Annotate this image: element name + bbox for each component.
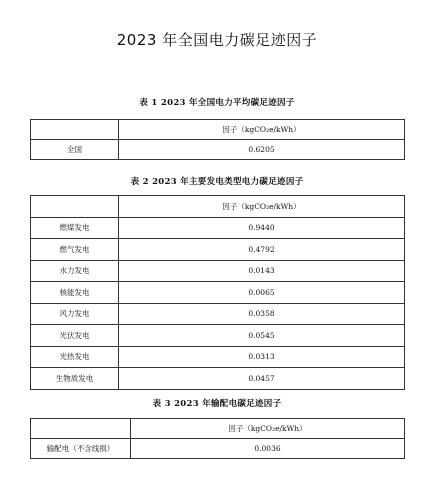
row-name-cell: 光热发电	[31, 346, 119, 368]
header-empty-cell	[31, 196, 119, 218]
row-name-cell: 全国	[31, 140, 119, 160]
row-name-cell: 光伏发电	[31, 325, 119, 347]
table-row	[31, 368, 405, 390]
row-name-cell: 风力发电	[31, 303, 119, 325]
row-value-cell: 0.0457	[119, 368, 405, 390]
row-name-cell: 核能发电	[31, 282, 119, 304]
table-row	[31, 260, 405, 282]
row-name-cell: 生物质发电	[31, 368, 119, 390]
row-value-cell: 0.0545	[119, 325, 405, 347]
row-value-cell: 0.0313	[119, 346, 405, 368]
row-value-cell: 0.4792	[119, 239, 405, 261]
table-row	[31, 346, 405, 368]
table-1-national-average	[30, 119, 405, 160]
table-2-generation-types	[30, 195, 405, 390]
table-row	[31, 282, 405, 304]
table-row	[31, 325, 405, 347]
table-header-row	[31, 120, 405, 140]
header-empty-cell	[31, 120, 119, 140]
table-header-row	[31, 196, 405, 218]
row-value-cell: 0.0065	[119, 282, 405, 304]
header-empty-cell	[31, 419, 131, 439]
table-1-caption: 表 1 2023 年全国电力平均碳足迹因子	[139, 98, 295, 108]
row-value-cell: 0.0143	[119, 260, 405, 282]
table-row	[31, 439, 405, 459]
row-value-cell: 0.0358	[119, 303, 405, 325]
table-row	[31, 217, 405, 239]
table-row	[31, 303, 405, 325]
row-name-cell: 输配电（不含线损）	[31, 439, 131, 459]
table-3-transmission	[30, 418, 405, 459]
row-value-cell: 0.6205	[119, 140, 405, 160]
table-row	[31, 140, 405, 160]
row-value-cell: 0.9440	[119, 217, 405, 239]
row-name-cell: 燃气发电	[31, 239, 119, 261]
header-factor-cell: 因子（kgCO₂e/kWh）	[131, 419, 405, 439]
row-value-cell: 0.0036	[131, 439, 405, 459]
page-title: 2023 年全国电力碳足迹因子	[116, 31, 318, 49]
table-2-caption: 表 2 2023 年主要发电类型电力碳足迹因子	[130, 177, 304, 187]
row-name-cell: 水力发电	[31, 260, 119, 282]
table-3-caption: 表 3 2023 年输配电碳足迹因子	[152, 399, 282, 409]
header-factor-cell: 因子（kgCO₂e/kWh）	[119, 120, 405, 140]
table-header-row	[31, 419, 405, 439]
table-row	[31, 239, 405, 261]
header-factor-cell: 因子（kgCO₂e/kWh）	[119, 196, 405, 218]
row-name-cell: 燃煤发电	[31, 217, 119, 239]
